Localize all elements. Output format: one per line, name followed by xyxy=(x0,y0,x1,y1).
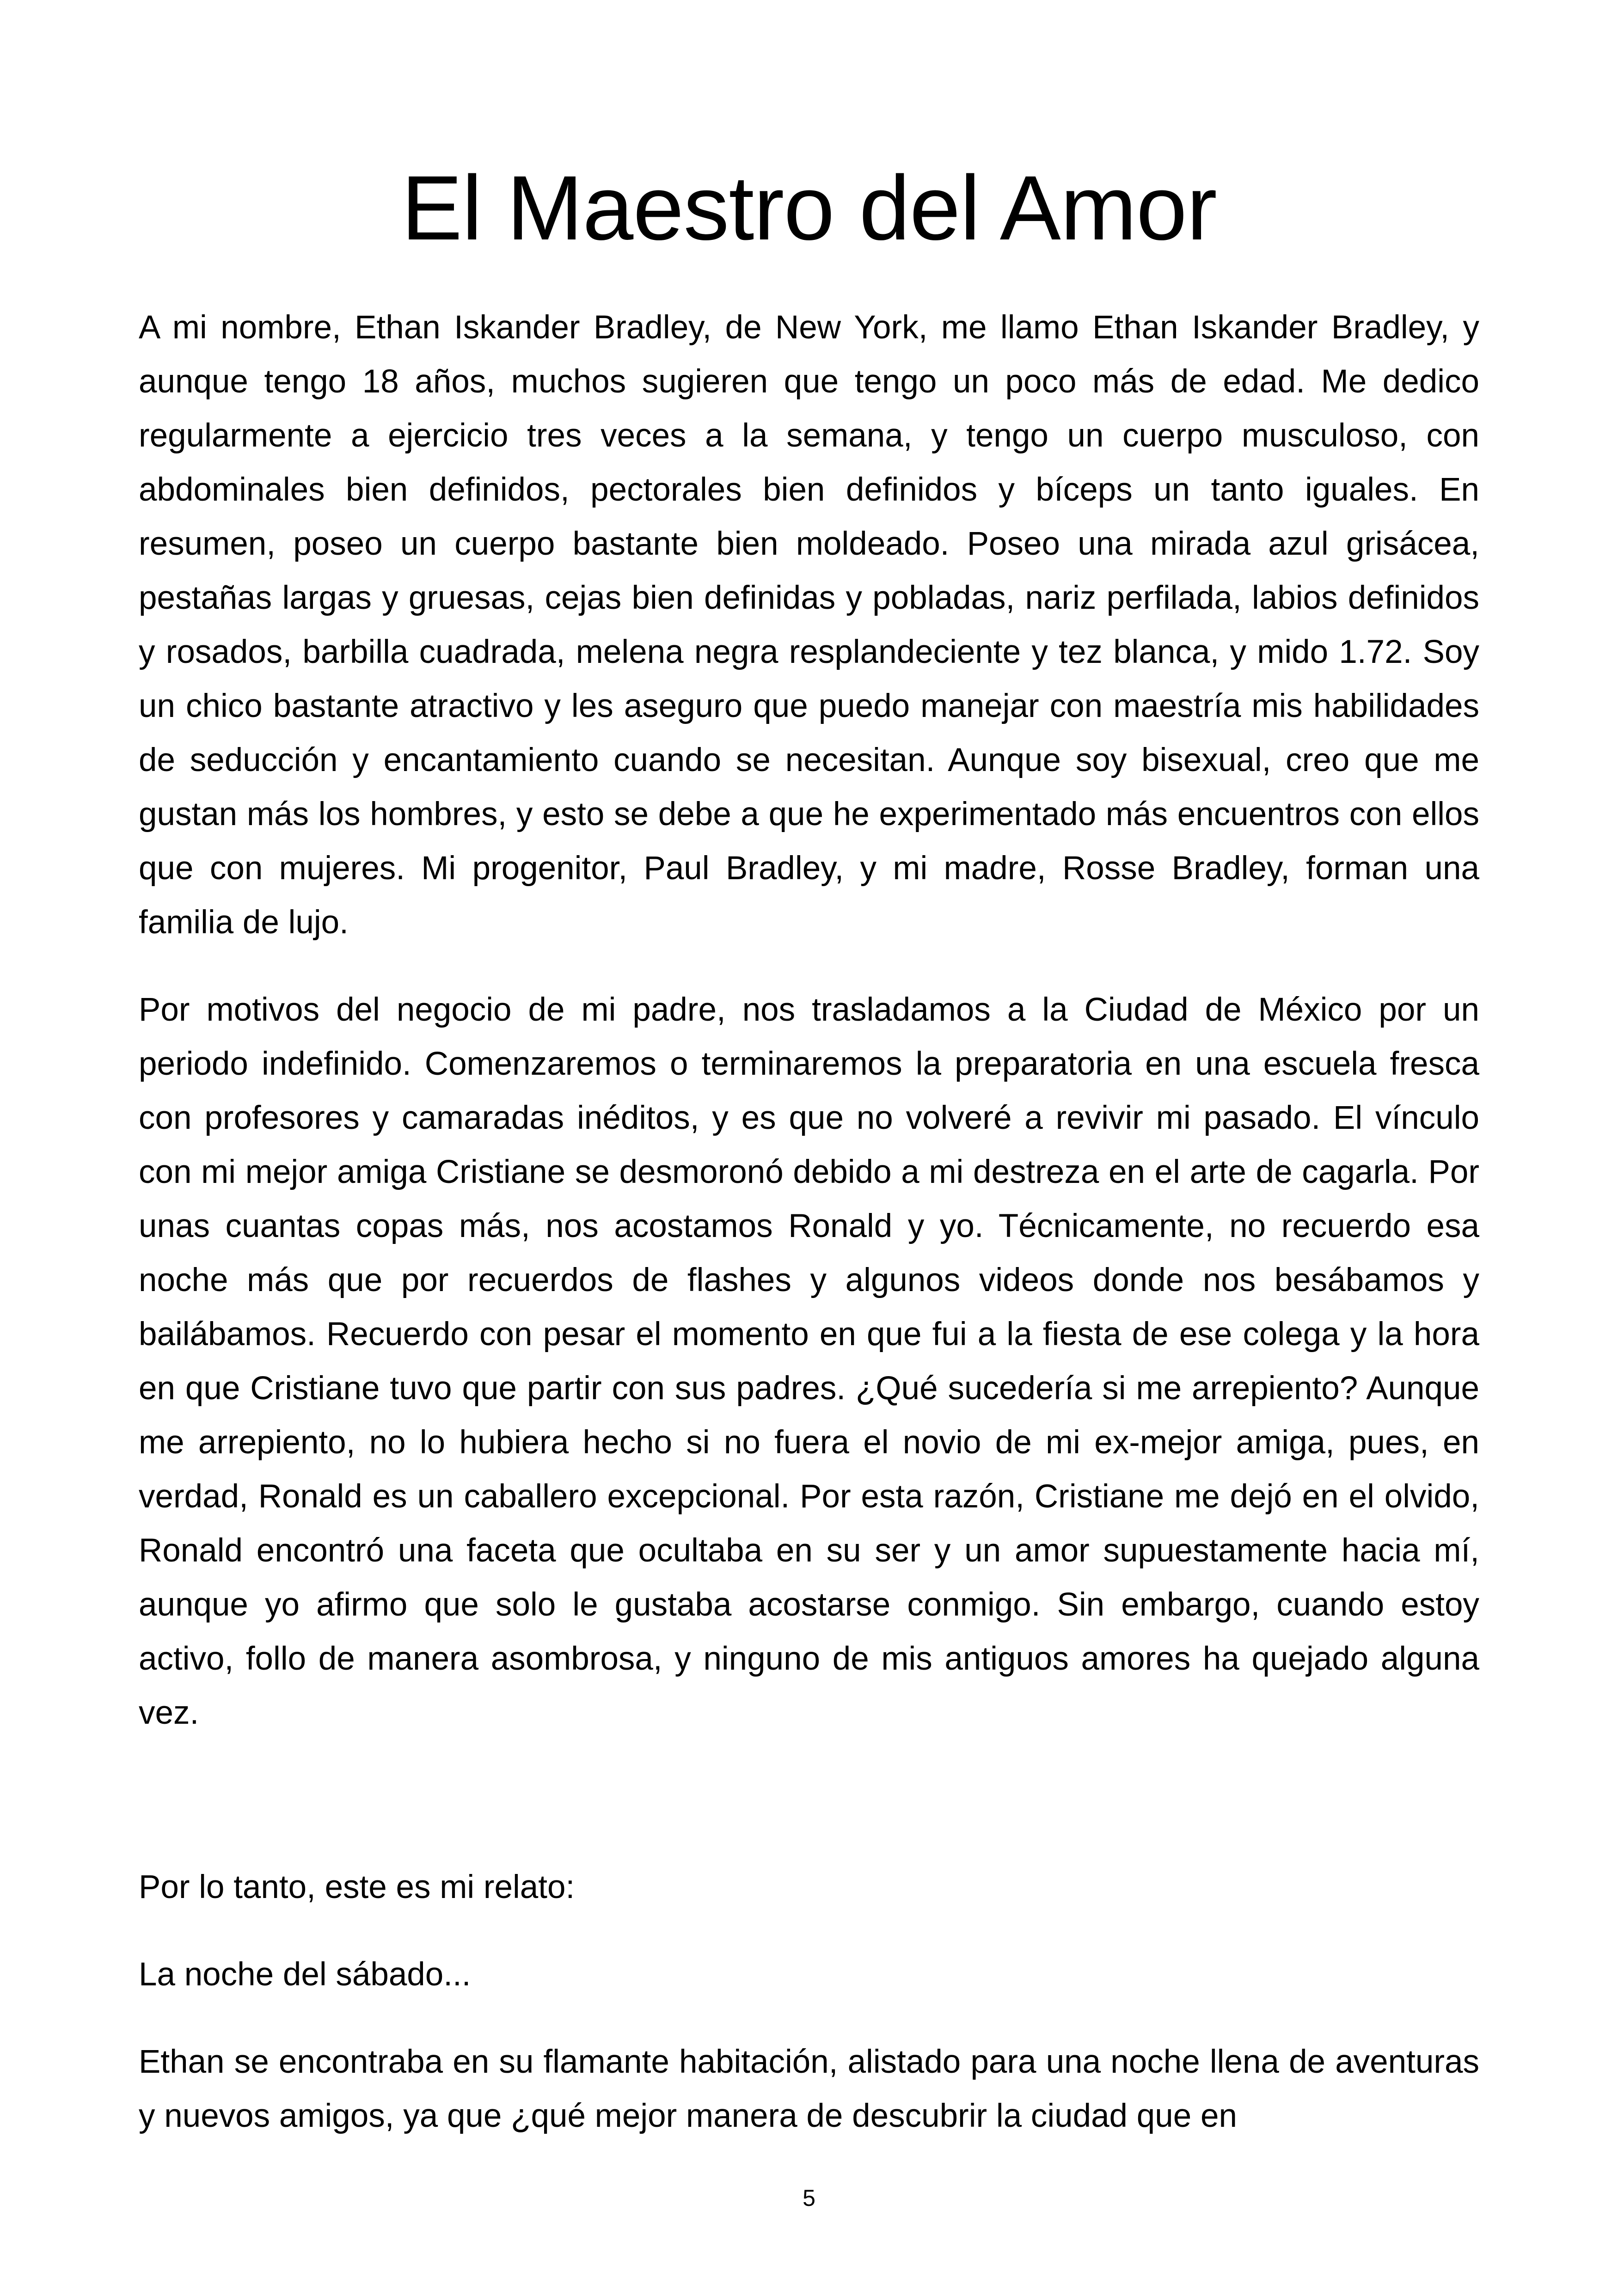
paragraph-relato: Por lo tanto, este es mi relato: xyxy=(139,1869,575,1905)
paragraph-ethan: Ethan se encontraba en su flamante habitación, alistado para una noche llena de aventuras y nuevos amigos, ya que ¿qué mejor manera de descubrir la ciudad que en xyxy=(139,2044,1479,2134)
page-number: 5 xyxy=(803,2185,815,2211)
paragraph-backstory: Por motivos del negocio de mi padre, nos trasladamos a la Ciudad de México por un periodo indefinido. Comenzaremos o terminaremos la preparatoria en una escuela fresca con profesores y camaradas inéditos, y es que no volveré a revivir mi pasado. El vínculo con mi mejor amiga Cristiane se desmoronó debido a mi destreza en el arte de cagarla. Por unas cuantas copas más, nos acostamos Ronald y yo. Técnicamente, no recuerdo esa noche más que por recuerdos de flashes y algunos videos donde nos besábamos y bailábamos. Recuerdo con pesar el momento en que fui a la fiesta de ese colega y la hora en que Cristiane tuvo que partir con sus padres. ¿Qué sucedería si me arrepiento? Aunque me arrepiento, no lo hubiera hecho si no fuera el novio de mi ex-mejor amiga, pues, en verdad, Ronald es un caballero excepcional. Por esta razón, Cristiane me dejó en el olvido, Ronald encontró una faceta que ocultaba en su ser y un amor supuestamente hacia mí, aunque yo afirmo que solo le gustaba acostarse conmigo. Sin embargo, cuando estoy activo, follo de manera asombrosa, y ninguno de mis antiguos amores ha quejado alguna vez. xyxy=(139,992,1479,1731)
page-title: El Maestro del Amor xyxy=(401,157,1217,259)
paragraph-sabado: La noche del sábado... xyxy=(139,1956,471,1993)
body-text xyxy=(139,300,1479,2143)
paragraph-intro: A mi nombre, Ethan Iskander Bradley, de New York, me llamo Ethan Iskander Bradley, y aunque tengo 18 años, muchos sugieren que tengo un poco más de edad. Me dedico regularmente a ejercicio tres veces a la semana, y tengo un cuerpo musculoso, con abdominales bien definidos, pectorales bien definidos y bíceps un tanto iguales. En resumen, poseo un cuerpo bastante bien moldeado. Poseo una mirada azul grisácea, pestañas largas y gruesas, cejas bien definidas y pobladas, nariz perfilada, labios definidos y rosados, barbilla cuadrada, melena negra resplandeciente y tez blanca, y mido 1.72. Soy un chico bastante atractivo y les aseguro que puedo manejar con maestría mis habilidades de seducción y encantamiento cuando se necesitan. Aunque soy bisexual, creo que me gustan más los hombres, y esto se debe a que he experimentado más encuentros con ellos que con mujeres. Mi progenitor, Paul Bradley, y mi madre, Rosse Bradley, forman una familia de lujo. xyxy=(139,309,1479,941)
